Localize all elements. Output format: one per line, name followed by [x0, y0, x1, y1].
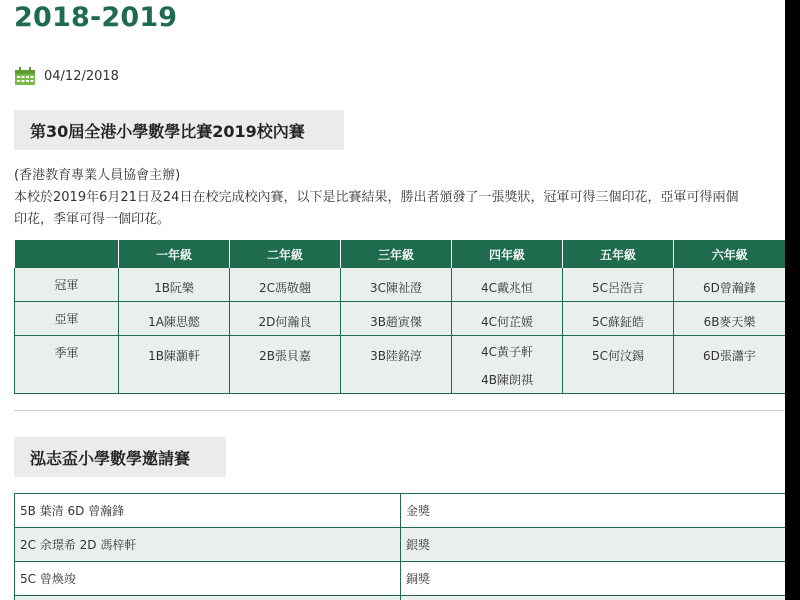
post-date: 04/12/2018 [44, 68, 119, 84]
table-cell [341, 336, 452, 394]
winner-name: 5C何汶錫 [591, 349, 644, 363]
winner-name: 4B陳朗祺 [481, 373, 533, 387]
award-cell: 銅獎 [401, 562, 786, 596]
intro-line: 印花，季軍可得一個印花。 [14, 212, 171, 227]
table-cell [674, 268, 786, 302]
names-cell [15, 596, 401, 600]
section-title-invitational: 泓志盃小學數學邀請賽 [14, 437, 226, 477]
section-divider [14, 410, 785, 411]
intro-line: 本校於2019年6月21日及24日在校完成校內賽，以下是比賽結果，勝出者頒發了一張獎狀，冠軍可得三個印花，亞軍可得兩個 [14, 190, 739, 205]
table-cell [341, 268, 452, 302]
winner-name: 6D張瀟宇 [703, 349, 756, 363]
table-cell [230, 302, 341, 336]
table-header-cell: 一年級 [119, 240, 230, 268]
table-row [15, 302, 786, 336]
winner-name: 4C黃子軒 [480, 345, 533, 359]
award-cell: 銀獎 [401, 528, 786, 562]
winner-name: 6D曾瀚鋒 [703, 281, 756, 295]
table-cell [563, 336, 674, 394]
table-cell [563, 302, 674, 336]
table-cell [674, 302, 786, 336]
winner-name: 5C呂浩言 [591, 281, 644, 295]
table-row [15, 528, 786, 562]
table-header-cell: 五年級 [563, 240, 674, 268]
winner-name: 1B陳灝軒 [148, 349, 200, 363]
section-title-school-contest: 第30屆全港小學數學比賽2019校內賽 [14, 110, 344, 150]
table-cell [563, 268, 674, 302]
table-cell [230, 336, 341, 394]
table-cell [341, 302, 452, 336]
table-cell [452, 336, 563, 394]
names-cell: 2C 余璟希 2D 馮梓軒 [15, 528, 401, 562]
place-cell: 冠軍 [15, 268, 119, 302]
table-cell [452, 268, 563, 302]
winner-name: 4C何芷媛 [480, 315, 533, 329]
place-cell: 季軍 [15, 336, 119, 394]
intro-line: (香港教育專業人員協會主辦) [14, 168, 181, 183]
table-row [15, 494, 786, 528]
table-cell [119, 268, 230, 302]
table-header-cell [15, 240, 119, 268]
post-year-title: 2018-2019 [14, 2, 178, 33]
table-header-row [15, 240, 786, 268]
winner-name: 6B麥天樂 [703, 315, 756, 329]
winner-name: 1A陳思懿 [148, 315, 200, 329]
names-cell: 5C 曾煥竣 [15, 562, 401, 596]
winner-name: 3B趙寅傑 [370, 315, 422, 329]
table-cell [674, 336, 786, 394]
winner-name: 5C蘇鉦皓 [591, 315, 644, 329]
winner-name: 2C馮敬翹 [258, 281, 311, 295]
winner-name: 1B阮樂 [154, 281, 194, 295]
table-header-cell: 六年級 [674, 240, 786, 268]
table-header-cell: 二年級 [230, 240, 341, 268]
winner-name: 3C陳祉澄 [369, 281, 422, 295]
table-cell [119, 302, 230, 336]
table-cell [230, 268, 341, 302]
award-cell: 金獎 [401, 494, 786, 528]
place-cell: 亞軍 [15, 302, 119, 336]
section-intro [14, 165, 785, 231]
table-row [15, 336, 786, 394]
winner-name: 4C戴兆恒 [480, 281, 533, 295]
table-cell [452, 302, 563, 336]
table-row [15, 268, 786, 302]
names-cell: 5B 葉清 6D 曾瀚鋒 [15, 494, 401, 528]
award-cell [401, 596, 786, 600]
results-table [14, 240, 785, 394]
table-row [15, 596, 786, 600]
winner-name: 3B陸銘淳 [370, 349, 422, 363]
table-header-cell: 四年級 [452, 240, 563, 268]
winner-name: 2B張貝嘉 [259, 349, 311, 363]
invitational-table [14, 493, 785, 600]
post-date-row [14, 66, 119, 86]
calendar-icon [14, 67, 36, 86]
table-cell [119, 336, 230, 394]
winner-name: 2D何瀚良 [258, 315, 312, 329]
table-header-cell: 三年級 [341, 240, 452, 268]
table-row [15, 562, 786, 596]
